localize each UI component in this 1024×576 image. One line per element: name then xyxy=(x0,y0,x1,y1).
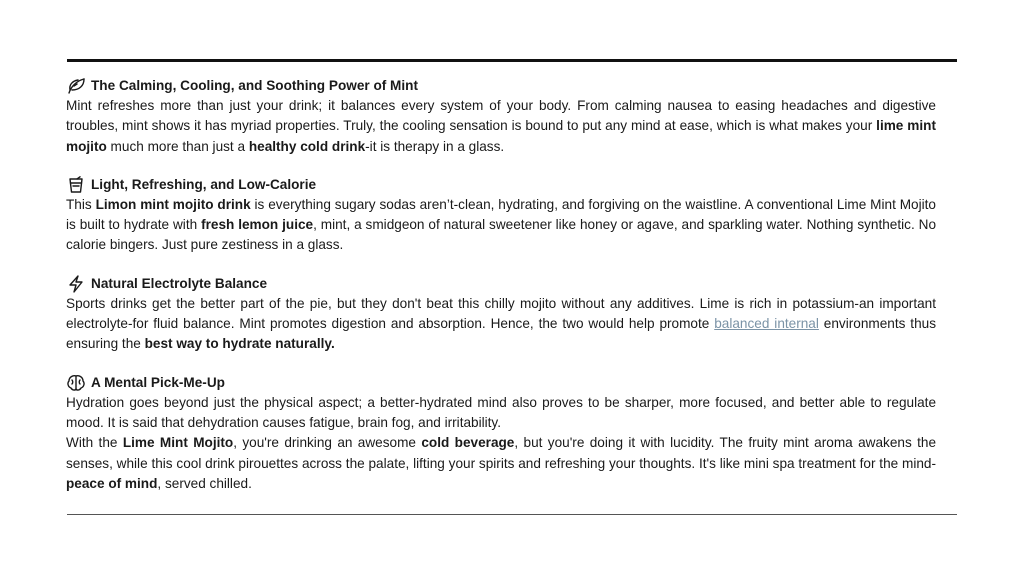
section-low-calorie xyxy=(66,175,936,256)
brain-icon xyxy=(66,374,86,392)
text-run: much more than just a xyxy=(106,138,249,154)
text-run: , served chilled. xyxy=(157,475,252,491)
section-mint-power xyxy=(66,76,936,157)
section-heading xyxy=(66,76,936,96)
section-mental xyxy=(66,373,936,494)
text-run: , but you're doing it with lucidity. The fruity mint aroma awakens the senses, while this cool drink pirouettes across the palate, lifting your spirits and refreshing your thoughts. It's like mini spa treatment for the mind- xyxy=(66,435,936,471)
text-run: , you're drinking an awesome xyxy=(233,435,422,451)
bold-phrase: lime mint mojito xyxy=(66,118,936,154)
bold-phrase: peace of mind xyxy=(66,475,158,491)
lightning-icon xyxy=(66,275,86,293)
text-run: With the xyxy=(66,435,123,451)
leaf-icon xyxy=(66,77,86,95)
top-divider xyxy=(67,59,957,62)
bold-phrase: best way to hydrate naturally. xyxy=(144,336,335,352)
bottom-divider xyxy=(67,514,957,515)
balanced-internal-link[interactable]: balanced internal xyxy=(714,316,819,332)
section-paragraph xyxy=(66,294,936,355)
text-run: Mint refreshes more than just your drink; it balances every system of your body. From calming nausea to easing headaches and digestive troubles, mint shows it has myriad properties. Truly, the cooling sensation is bound to put any mind at ease, which is what makes your xyxy=(66,98,936,134)
text-run: Hydration goes beyond just the physical aspect; a better-hydrated mind also proves to be sharper, more focused, and better able to regulate mood. It is said that dehydration causes fatigue, brain fog, and irritability. xyxy=(66,394,936,430)
text-run: , mint, a smidgeon of natural sweetener like honey or agave, and sparkling water. Nothing synthetic. No calorie bingers. Just pure zestiness in a glass. xyxy=(66,217,937,253)
text-run: This xyxy=(66,196,96,212)
text-run: -it is therapy in a glass. xyxy=(365,138,505,154)
section-paragraph xyxy=(66,393,936,434)
section-heading-text: The Calming, Cooling, and Soothing Power of Mint xyxy=(91,77,418,93)
section-paragraph xyxy=(66,195,936,256)
section-heading xyxy=(66,175,936,195)
bold-phrase: cold beverage xyxy=(421,435,515,451)
article-body xyxy=(66,76,936,494)
section-heading xyxy=(66,373,936,393)
text-run: Sports drinks get the better part of the pie, but they don't beat this chilly mojito without any additives. Lime is rich in potassium-an important electrolyte-for fluid balance. Mint promotes digestion and absorption. Hence, the two would help promote xyxy=(66,295,936,332)
section-heading-text: A Mental Pick-Me-Up xyxy=(91,374,225,390)
section-heading-text: Light, Refreshing, and Low-Calorie xyxy=(91,176,317,192)
bold-phrase: healthy cold drink xyxy=(248,138,366,154)
section-heading xyxy=(66,274,936,294)
section-paragraph xyxy=(66,96,936,157)
text-run: is everything sugary sodas aren’t-clean, hydrating, and forgiving on the waistline. A conventional Lime Mint Mojito is built to hydrate with xyxy=(66,196,936,233)
section-electrolyte xyxy=(66,274,936,355)
text-run: environments thus ensuring the xyxy=(66,316,936,352)
section-heading-text: Natural Electrolyte Balance xyxy=(91,275,268,291)
bold-phrase: Limon mint mojito drink xyxy=(95,196,251,212)
bold-phrase: fresh lemon juice xyxy=(201,217,314,233)
glass-icon xyxy=(66,176,86,194)
section-paragraph xyxy=(66,433,936,494)
bold-phrase: Lime Mint Mojito xyxy=(122,435,234,451)
